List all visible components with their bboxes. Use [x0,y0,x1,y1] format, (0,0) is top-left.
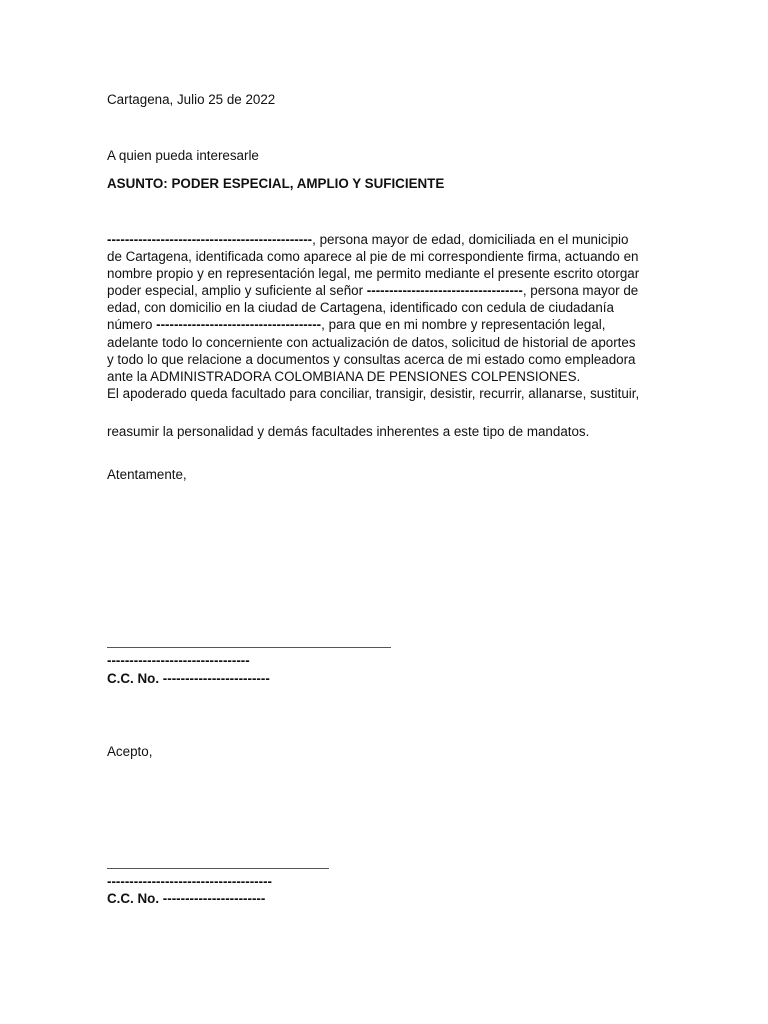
grantor-name-blank: ---------------------------------------------- [107,232,313,247]
place-date: Cartagena, Julio 25 de 2022 [107,92,276,107]
body-line: adelante todo lo concerniente con actualización de datos, solicitud de historial de aportes [107,334,636,350]
attorney-signature-name: ------------------------------------- [107,874,272,889]
body-line: edad, con domicilio en la ciudad de Cartagena, identificado con cedula de ciudadanía [107,300,614,316]
letter-body [107,231,667,402]
body-line: número -------------------------------------, para que en mi nombre y representación legal, [107,317,606,333]
body-continued: reasumir la personalidad y demás facultades inherentes a este tipo de mandatos. [107,424,590,439]
signature-line-attorney [107,868,329,869]
closing: Atentamente, [107,467,187,482]
acceptance: Acepto, [107,744,153,759]
body-line: nombre propio y en representación legal, me permito mediante el presente escrito otorgar [107,266,640,282]
grantor-signature-name: -------------------------------- [107,653,250,668]
body-line: ante la ADMINISTRADORA COLOMBIANA DE PENSIONES COLPENSIONES. [107,368,581,384]
subject-line: ASUNTO: PODER ESPECIAL, AMPLIO Y SUFICIENTE [107,176,445,191]
body-line: de Cartagena, identificada como aparece al pie de mi correspondiente firma, actuando en [107,249,639,265]
body-line: y todo lo que relacione a documentos y consultas acerca de mi estado como empleadora [107,351,636,367]
attorney-name-blank: ----------------------------------- [366,283,523,299]
salutation: A quien pueda interesarle [107,148,259,163]
body-line: El apoderado queda facultado para conciliar, transigir, desistir, recurrir, allanarse, sustituir, [107,385,640,401]
body-line: poder especial, amplio y suficiente al señor -----------------------------------, persona mayor de [107,283,639,299]
body-line: ----------------------------------------------, persona mayor de edad, domiciliada en el municipio [107,232,629,247]
id-number-blank: ------------------------------------- [156,317,322,333]
attorney-id-line: C.C. No. ----------------------- [107,891,266,906]
grantor-id-line: C.C. No. ------------------------ [107,671,270,686]
signature-line-grantor [107,647,391,648]
